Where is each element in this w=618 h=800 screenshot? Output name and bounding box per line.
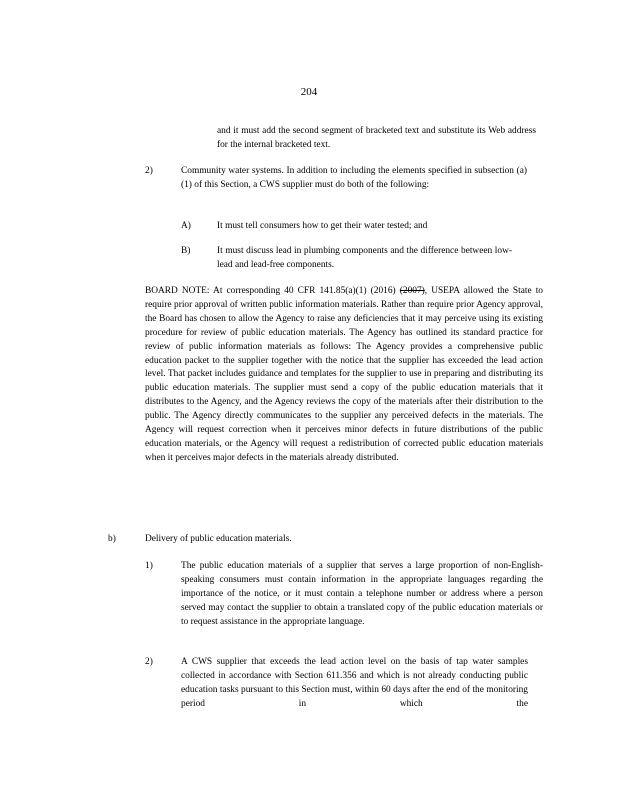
sub-a-text: It must tell consumers how to get their water tested; and [217, 221, 428, 231]
page-number: 204 [300, 86, 318, 98]
b-item-1-marker: 1) [145, 561, 153, 571]
sub-a-marker: A) [181, 221, 191, 231]
section-b-heading: Delivery of public education materials. [145, 534, 292, 544]
section-b-marker: b) [108, 534, 116, 544]
board-note-struck-year: (2007) [399, 286, 425, 296]
board-note-prefix: BOARD NOTE: At corresponding 40 CFR 141.85(a)(1) (2016) [145, 286, 400, 296]
continuation-paragraph: and it must add the second segment of bracketed text and substitute its Web address for the internal bracketed text. [217, 126, 536, 150]
board-note-body: , USEPA allowed the State to require prior approval of written public information materials. Rather than require prior Agency approval, the Board has chosen to allow the Agency to raise any deficiencies that it may perceive using its existing procedure for review of public education materials. The Agency has outlined its standard practice for review of public information materials as follows: The Agency provides a comprehensive public education packet to the supplier together with the notice that the supplier has exceeded the lead action level. That packet includes guidance and templates for the supplier to use in preparing and distributing its public education materials. The supplier must send a copy of the public education materials that it distributes to the Agency, and the Agency reviews the copy of the materials after their distribution to the public. The Agency directly communicates to the supplier any perceived defects in the materials. The Agency will request correction when it perceives minor defects in future distributions of the public education materials, or the Agency will request a redistribution of corrected public education materials when it perceives major defects in the materials already distributed. [145, 286, 543, 463]
b-item-1-text: The public education materials of a supplier that serves a large proportion of non-English-speaking consumers must contain information in the appropriate languages regarding the importance of the notice, or it must contain a telephone number or address where a person served may contact the supplier to obtain a translated copy of the public education materials or to request assistance in the appropriate language. [181, 561, 543, 627]
item-2-marker: 2) [145, 166, 153, 176]
board-note [145, 285, 543, 466]
item-2-text: Community water systems. In addition to including the elements specified in subsection (a)(1) of this Section, a CWS supplier must do both of the following: [181, 166, 527, 190]
sub-b-text: It must discuss lead in plumbing components and the difference between low-lead and lead-free components. [217, 246, 512, 270]
sub-b-marker: B) [181, 246, 191, 256]
b-item-2-marker: 2) [145, 657, 153, 667]
b-item-2-text: A CWS supplier that exceeds the lead action level on the basis of tap water samples collected in accordance with Section 611.356 and which is not already conducting public education tasks pursuant to this Section must, within 60 days after the end of the monitoring period in which the [181, 657, 528, 709]
